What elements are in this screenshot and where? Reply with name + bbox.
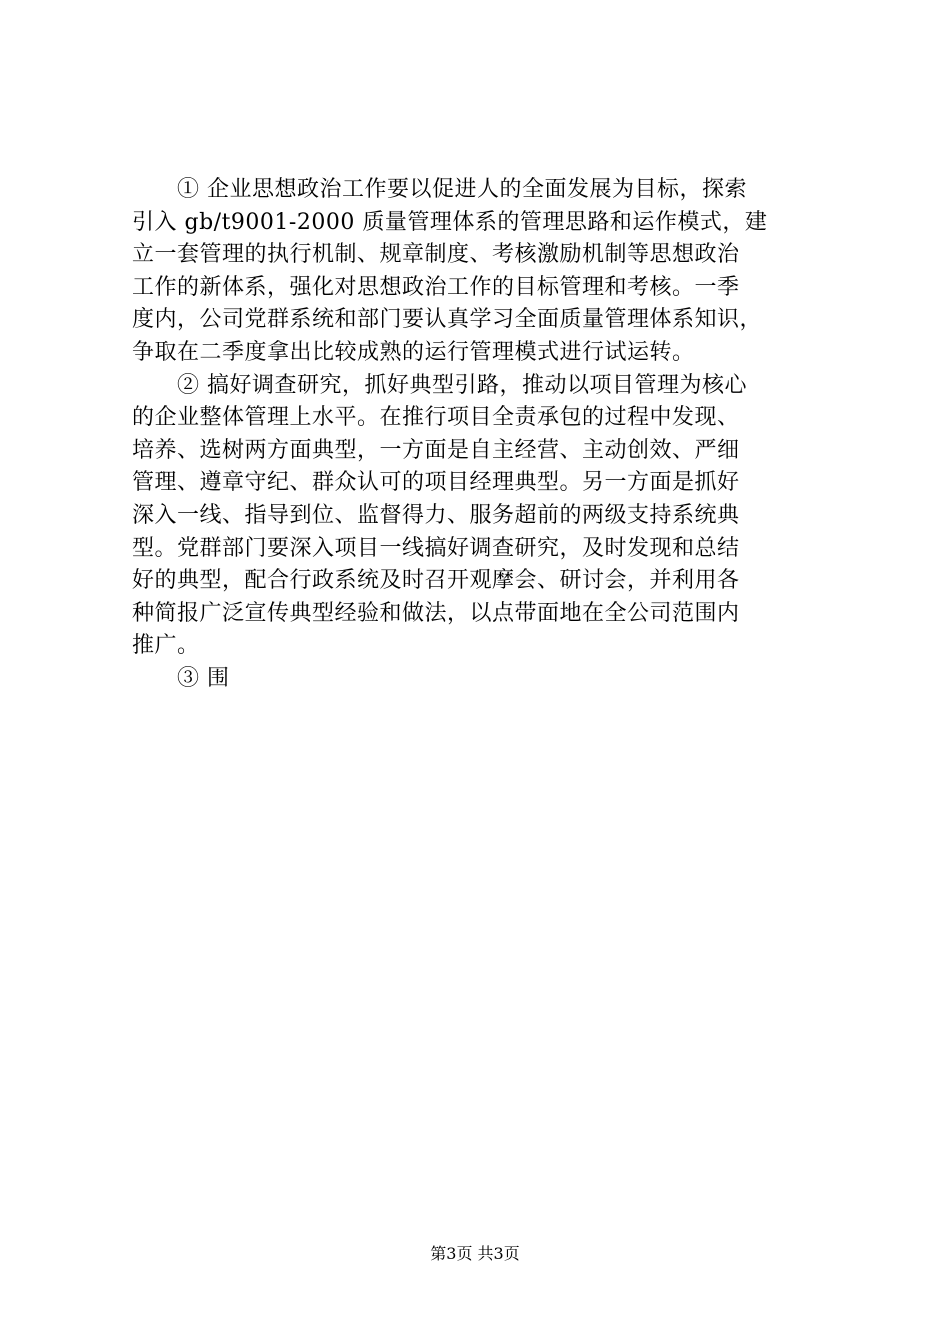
paragraph-line: 引入 gb/t9001-2000 质量管理体系的管理思路和运作模式，建 bbox=[132, 209, 768, 235]
paragraph-line: ③ 围 bbox=[177, 665, 230, 691]
paragraph-line: 管理、遵章守纪、群众认可的项目经理典型。另一方面是抓好 bbox=[132, 470, 740, 496]
paragraph-line: 争取在二季度拿出比较成熟的运行管理模式进行试运转。 bbox=[132, 339, 695, 365]
paragraph-line: ① 企业思想政治工作要以促进人的全面发展为目标，探索 bbox=[177, 177, 747, 202]
paragraph-line: ② 搞好调查研究，抓好典型引路，推动以项目管理为核心 bbox=[177, 372, 747, 398]
paragraph-line: 培养、选树两方面典型，一方面是自主经营、主动创效、严细 bbox=[132, 437, 740, 463]
page-footer: 第3页 共3页 bbox=[430, 1244, 520, 1263]
document-body bbox=[132, 174, 848, 696]
paragraph-line: 好的典型，配合行政系统及时召开观摩会、研讨会，并利用各 bbox=[132, 568, 740, 594]
paragraph-line: 深入一线、指导到位、监督得力、服务超前的两级支持系统典 bbox=[132, 502, 740, 528]
paragraph-line: 立一套管理的执行机制、规章制度、考核激励机制等思想政治 bbox=[132, 242, 740, 268]
paragraph-line: 种简报广泛宣传典型经验和做法，以点带面地在全公司范围内 bbox=[132, 600, 740, 626]
paragraph-line: 推广。 bbox=[132, 633, 200, 659]
paragraph-line: 型。党群部门要深入项目一线搞好调查研究，及时发现和总结 bbox=[132, 535, 740, 561]
paragraph-line: 的企业整体管理上水平。在推行项目全责承包的过程中发现、 bbox=[132, 405, 740, 431]
paragraph-line: 工作的新体系，强化对思想政治工作的目标管理和考核。一季 bbox=[132, 274, 740, 300]
paragraph-line: 度内，公司党群系统和部门要认真学习全面质量管理体系知识， bbox=[132, 307, 763, 333]
